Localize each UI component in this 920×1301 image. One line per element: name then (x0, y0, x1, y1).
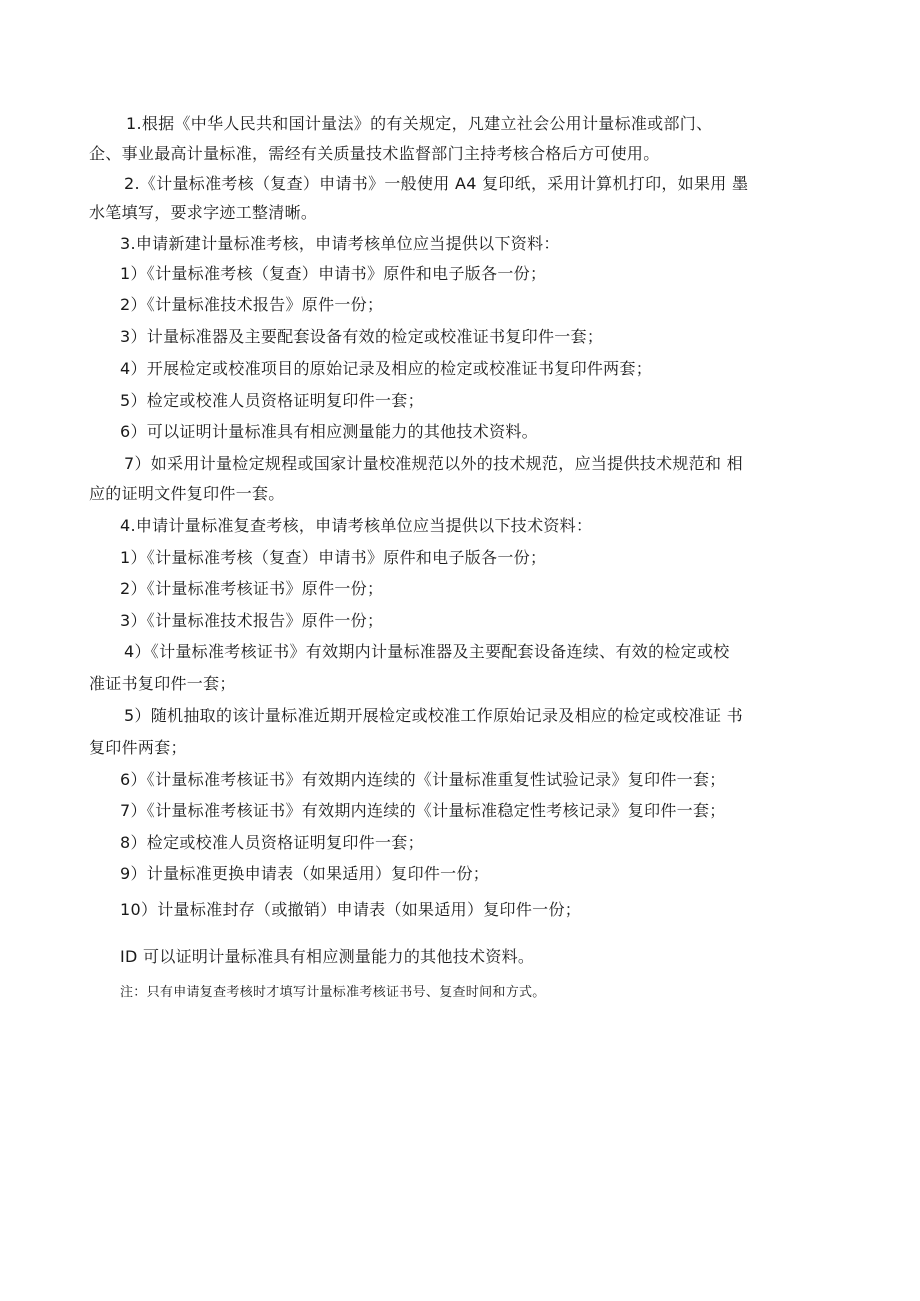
item4-list-item: 1）《计量标准考核（复查）申请书》原件和电子版各一份； (120, 548, 547, 567)
item4-list-item: 6）《计量标准考核证书》有效期内连续的《计量标准重复性试验记录》复印件一套； (120, 770, 726, 789)
item4-5-line2: 复印件两套； (89, 738, 187, 757)
item4-list-item: 3）《计量标准技术报告》原件一份； (120, 611, 384, 630)
item2-line2: 水笔填写，要求字迹工整清晰。 (89, 203, 318, 222)
item1-line1: 1.根据《中华人民共和国计量法》的有关规定，凡建立社会公用计量标准或部门、 (126, 114, 713, 133)
item1-line2: 企、事业最高计量标准，需经有关质量技术监督部门主持考核合格后方可使用。 (89, 144, 660, 163)
item3-list-item: 1）《计量标准考核（复查）申请书》原件和电子版各一份； (120, 264, 547, 283)
item4-list-item: 2）《计量标准考核证书》原件一份； (120, 579, 384, 598)
item4-5-line1: 5）随机抽取的该计量标准近期开展检定或校准工作原始记录及相应的检定或校准证 书 (124, 706, 743, 725)
item3-list-item: 5）检定或校准人员资格证明复印件一套； (120, 391, 424, 410)
item3-list-item: 3）计量标准器及主要配套设备有效的检定或校准证书复印件一套； (120, 327, 604, 346)
item3-heading: 3.申请新建计量标准考核，申请考核单位应当提供以下资料： (120, 234, 560, 253)
item3-7-line2: 应的证明文件复印件一套。 (89, 484, 285, 503)
item4-11: ID 可以证明计量标准具有相应测量能力的其他技术资料。 (120, 947, 535, 966)
item3-7-line1: 7）如采用计量检定规程或国家计量校准规范以外的技术规范，应当提供技术规范和 相 (124, 454, 743, 473)
item3-list-item: 6）可以证明计量标准具有相应测量能力的其他技术资料。 (120, 422, 538, 441)
item2-line1: 2.《计量标准考核（复查）申请书》一般使用 A4 复印纸，采用计算机打印，如果用 墨 (124, 174, 749, 193)
item4-heading: 4.申请计量标准复查考核，申请考核单位应当提供以下技术资料： (120, 516, 593, 535)
item4-list-item: 9）计量标准更换申请表（如果适用）复印件一份； (120, 864, 490, 883)
item4-list-item: 7）《计量标准考核证书》有效期内连续的《计量标准稳定性考核记录》复印件一套； (120, 801, 726, 820)
item4-4-line1: 4）《计量标准考核证书》有效期内计量标准器及主要配套设备连续、有效的检定或校 (124, 642, 730, 661)
item4-4-line2: 准证书复印件一套； (89, 674, 236, 693)
footnote: 注：只有申请复查考核时才填写计量标准考核证书号、复查时间和方式。 (120, 985, 546, 1000)
item3-list-item: 4）开展检定或校准项目的原始记录及相应的检定或校准证书复印件两套； (120, 359, 653, 378)
item4-list-item: 8）检定或校准人员资格证明复印件一套； (120, 833, 424, 852)
item4-list-item: 10）计量标准封存（或撤销）申请表（如果适用）复印件一份； (120, 900, 582, 919)
item3-list-item: 2）《计量标准技术报告》原件一份； (120, 295, 384, 314)
